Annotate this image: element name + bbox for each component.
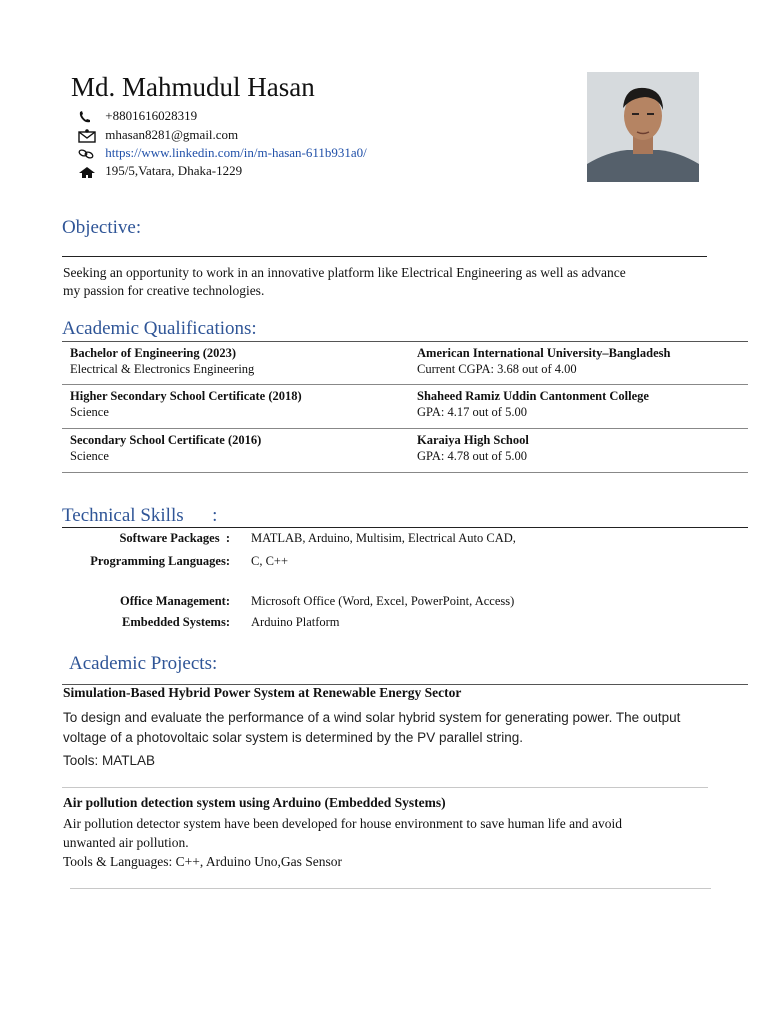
skill-label-software: Software Packages : bbox=[119, 531, 230, 545]
phone-number: +8801616028319 bbox=[105, 108, 198, 124]
skill-label-embedded: Embedded Systems: bbox=[122, 615, 230, 629]
project-separator-1 bbox=[62, 787, 708, 788]
phone-row bbox=[78, 106, 197, 124]
profile-photo bbox=[587, 72, 699, 182]
objective-title: Objective: bbox=[62, 217, 142, 238]
project-1-tools: Tools: MATLAB bbox=[63, 753, 156, 768]
email-icon bbox=[78, 126, 102, 144]
objective-text-line1: Seeking an opportunity to work in an innovative platform like Electrical Engineering as well as advance bbox=[63, 265, 626, 280]
degree-1: Bachelor of Engineering (2023) bbox=[70, 346, 237, 360]
email-row bbox=[78, 125, 238, 143]
project-separator-2 bbox=[70, 888, 711, 889]
degree-3: Secondary School Certificate (2016) bbox=[70, 433, 262, 447]
objective-text-line2: my passion for creative technologies. bbox=[63, 283, 265, 298]
academic-divider-2 bbox=[62, 428, 748, 429]
skill-label-programming: Programming Languages: bbox=[90, 554, 230, 568]
academic-divider-1 bbox=[62, 384, 748, 385]
skills-title: Technical Skills : bbox=[62, 505, 218, 526]
project-1-line1: To design and evaluate the performance of a wind solar hybrid system for generating power. The output bbox=[63, 710, 681, 725]
email-address: mhasan8281@gmail.com bbox=[105, 127, 239, 143]
candidate-name: Md. Mahmudul Hasan bbox=[71, 72, 315, 102]
institution-2: Shaheed Ramiz Uddin Cantonment College bbox=[417, 389, 649, 403]
project-2-title: Air pollution detection system using Arduino (Embedded Systems) bbox=[63, 795, 446, 810]
linkedin-link[interactable]: https://www.linkedin.com/in/m-hasan-611b931a0/ bbox=[105, 145, 367, 161]
skill-value-software: MATLAB, Arduino, Multisim, Electrical Auto CAD, bbox=[251, 531, 516, 545]
academic-top-rule bbox=[62, 341, 748, 342]
skill-value-embedded: Arduino Platform bbox=[251, 615, 340, 629]
home-icon bbox=[78, 162, 102, 180]
project-2-line2: unwanted air pollution. bbox=[63, 835, 189, 850]
objective-divider bbox=[62, 256, 707, 257]
phone-icon bbox=[78, 107, 102, 125]
institution-3: Karaiya High School bbox=[417, 433, 529, 447]
project-1-line2: voltage of a photovoltaic solar system is determined by the PV parallel string. bbox=[63, 730, 523, 745]
project-1-title: Simulation-Based Hybrid Power System at Renewable Energy Sector bbox=[63, 685, 462, 700]
skills-divider bbox=[62, 527, 748, 528]
projects-title: Academic Projects: bbox=[69, 653, 218, 674]
academic-divider-3 bbox=[62, 472, 748, 473]
academic-title: Academic Qualifications: bbox=[62, 318, 257, 339]
degree-2: Higher Secondary School Certificate (2018) bbox=[70, 389, 302, 403]
address-row bbox=[78, 161, 242, 179]
skill-value-office: Microsoft Office (Word, Excel, PowerPoint, Access) bbox=[251, 594, 515, 608]
project-2-tools: Tools & Languages: C++, Arduino Uno,Gas Sensor bbox=[63, 854, 343, 869]
field-1: Electrical & Electronics Engineering bbox=[70, 362, 255, 376]
skill-value-programming: C, C++ bbox=[251, 554, 289, 568]
address-text: 195/5,Vatara, Dhaka-1229 bbox=[105, 163, 243, 179]
link-icon bbox=[78, 144, 102, 162]
field-3: Science bbox=[70, 449, 109, 463]
result-2: GPA: 4.17 out of 5.00 bbox=[417, 405, 527, 419]
skill-label-office: Office Management: bbox=[119, 594, 230, 608]
institution-1: American International University–Bangladesh bbox=[417, 346, 671, 360]
linkedin-row bbox=[78, 143, 367, 161]
project-2-line1: Air pollution detector system have been developed for house environment to save human life and avoid bbox=[63, 816, 622, 831]
result-3: GPA: 4.78 out of 5.00 bbox=[417, 449, 527, 463]
field-2: Science bbox=[70, 405, 109, 419]
result-1: Current CGPA: 3.68 out of 4.00 bbox=[417, 362, 577, 376]
